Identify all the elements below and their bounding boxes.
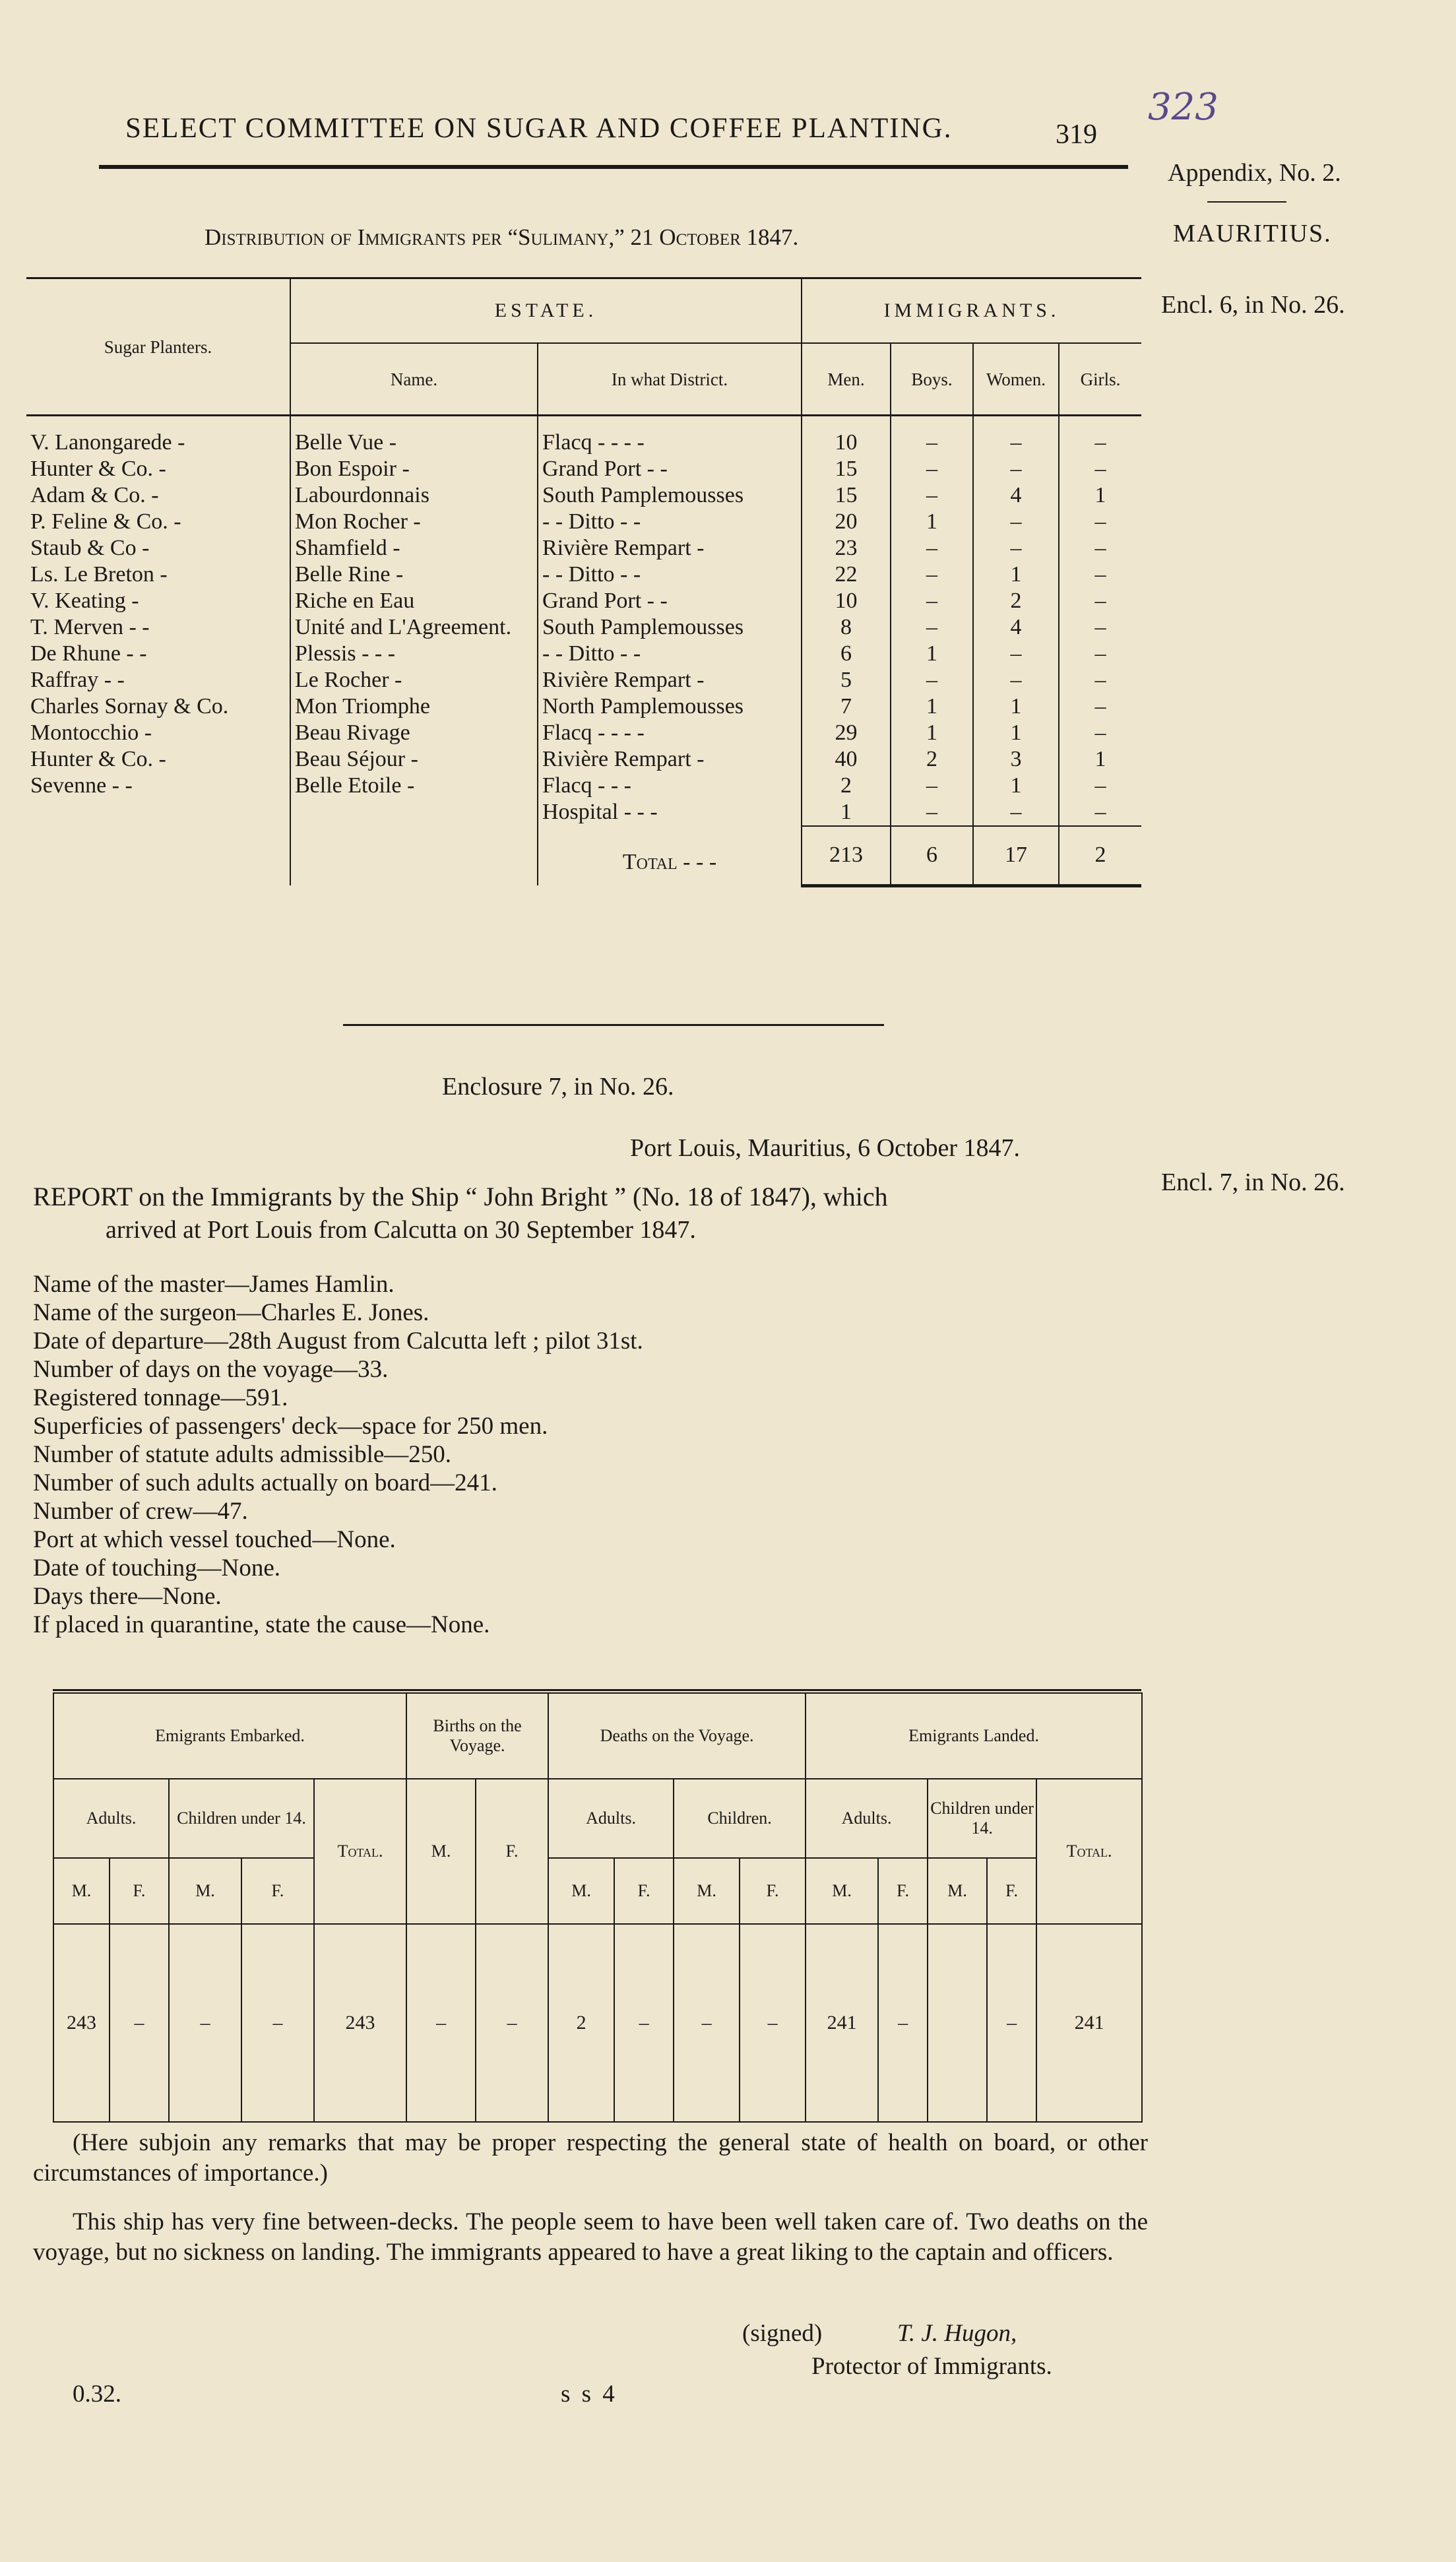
- page-number: 319: [1056, 119, 1097, 150]
- death-child-f: –: [740, 1924, 806, 2122]
- h-death-am: M.: [548, 1858, 614, 1924]
- h-births: Births on the Voyage.: [406, 1693, 548, 1779]
- total-label: Total - - -: [538, 826, 802, 885]
- district-cell: Grand Port - -: [538, 456, 802, 482]
- planter-cell: Sevenne - -: [26, 773, 290, 799]
- estate-name-cell: Mon Triomphe: [290, 693, 538, 720]
- boys-cell: –: [891, 416, 973, 457]
- girls-cell: –: [1094, 721, 1106, 745]
- women-cell: –: [973, 509, 1059, 535]
- margin-encl7: Encl. 7, in No. 26.: [1161, 1169, 1345, 1196]
- women-cell: –: [973, 641, 1059, 667]
- men-cell: 8: [802, 614, 891, 641]
- land-adult-f: –: [878, 1924, 928, 2122]
- h-emb-am: M.: [53, 1858, 110, 1924]
- col-women: Women.: [973, 343, 1059, 415]
- land-total: 241: [1036, 1924, 1142, 2122]
- total-women: 17: [973, 826, 1059, 885]
- margin-encl6: Encl. 6, in No. 26.: [1161, 291, 1345, 319]
- girls-cell: –: [1094, 615, 1106, 639]
- women-cell: –: [973, 667, 1059, 693]
- women-cell: 1: [973, 720, 1059, 746]
- men-cell: 5: [802, 667, 891, 693]
- remarks-text: This ship has very fine between-decks. The people seem to have been well taken care of. Two deaths on the voyage, but no sickness on landing. The immigrants appeared to have a great liking to the captain and officers.: [33, 2208, 1148, 2266]
- h-emb-cf: F.: [241, 1858, 314, 1924]
- col-name: Name.: [290, 343, 538, 415]
- distribution-row: [26, 667, 1141, 693]
- h-death-adults: Adults.: [548, 1779, 674, 1858]
- report-line: Registered tonnage—591.: [33, 1384, 288, 1411]
- h-emb-total: Total.: [314, 1779, 406, 1924]
- report-line: Superficies of passengers' deck—space for 250 men.: [33, 1413, 548, 1440]
- death-adult-m: 2: [548, 1924, 614, 2122]
- h-death-cf: F.: [740, 1858, 806, 1924]
- girls-cell: –: [1094, 800, 1106, 824]
- total-blank: [290, 826, 538, 885]
- women-cell: –: [973, 456, 1059, 482]
- h-land-adults: Adults.: [806, 1779, 928, 1858]
- h-emb-adults: Adults.: [53, 1779, 169, 1858]
- planter-cell: P. Feline & Co. -: [26, 509, 290, 535]
- boys-cell: 1: [891, 641, 973, 667]
- h-land-af: F.: [878, 1858, 928, 1924]
- report-line: Number of such adults actually on board—241.: [33, 1469, 497, 1496]
- men-cell: 40: [802, 746, 891, 773]
- district-cell: - - Ditto - -: [538, 641, 802, 667]
- planter-cell: [26, 799, 290, 826]
- district-cell: Hospital - - -: [538, 799, 802, 826]
- men-cell: 15: [802, 456, 891, 482]
- men-cell: 7: [802, 693, 891, 720]
- h-embarked: Emigrants Embarked.: [53, 1693, 406, 1779]
- women-cell: 1: [973, 773, 1059, 799]
- emb-total: 243: [314, 1924, 406, 2122]
- distribution-row: [26, 588, 1141, 614]
- report-title-line2: arrived at Port Louis from Calcutta on 30 September 1847.: [106, 1216, 696, 1244]
- estate-name-cell: Bon Espoir -: [290, 456, 538, 482]
- col-immigrants: IMMIGRANTS.: [802, 278, 1141, 344]
- district-cell: - - Ditto - -: [538, 561, 802, 588]
- girls-cell: –: [1094, 668, 1106, 692]
- h-emb-cm: M.: [169, 1858, 241, 1924]
- distribution-row: [26, 561, 1141, 588]
- distribution-table: [26, 277, 1141, 887]
- h-death-cm: M.: [674, 1858, 740, 1924]
- estate-name-cell: Belle Rine -: [290, 561, 538, 588]
- report-line: Name of the surgeon—Charles E. Jones.: [33, 1299, 429, 1326]
- land-adult-m: 241: [806, 1924, 878, 2122]
- total-blank: [26, 826, 290, 885]
- emb-child-m: –: [169, 1924, 241, 2122]
- h-land-am: M.: [806, 1858, 878, 1924]
- men-cell: 23: [802, 535, 891, 561]
- planter-cell: Ls. Le Breton -: [26, 561, 290, 588]
- total-men: 213: [802, 826, 891, 885]
- distribution-caption: Distribution of Immigrants per “Sulimany,” 21 October 1847.: [205, 224, 799, 250]
- girls-cell: –: [1094, 589, 1106, 613]
- estate-name-cell: Beau Rivage: [290, 720, 538, 746]
- planter-cell: Adam & Co. -: [26, 482, 290, 509]
- men-cell: 10: [802, 416, 891, 457]
- enclosure-heading: Enclosure 7, in No. 26.: [442, 1073, 674, 1101]
- men-cell: 2: [802, 773, 891, 799]
- h-land-cf: F.: [987, 1858, 1036, 1924]
- planter-cell: Montocchio -: [26, 720, 290, 746]
- women-cell: –: [973, 799, 1059, 826]
- distribution-row: [26, 746, 1141, 773]
- men-cell: 1: [802, 799, 891, 826]
- distribution-row: [26, 799, 1141, 826]
- col-sugar-planters: Sugar Planters.: [26, 278, 290, 416]
- boys-cell: –: [891, 667, 973, 693]
- girls-cell: 1: [1094, 747, 1106, 771]
- boys-cell: 2: [891, 746, 973, 773]
- estate-name-cell: Belle Etoile -: [290, 773, 538, 799]
- girls-cell: –: [1094, 536, 1106, 560]
- distribution-row: [26, 641, 1141, 667]
- district-cell: Rivière Rempart -: [538, 746, 802, 773]
- h-death-children: Children.: [674, 1779, 806, 1858]
- estate-name-cell: Belle Vue -: [290, 416, 538, 457]
- boys-cell: 1: [891, 693, 973, 720]
- header-rule: [99, 165, 1128, 169]
- district-cell: North Pamplemousses: [538, 693, 802, 720]
- distribution-row: [26, 535, 1141, 561]
- district-cell: - - Ditto - -: [538, 509, 802, 535]
- remarks-instruction: (Here subjoin any remarks that may be proper respecting the general state of health on board, or other circumstances of importance.): [33, 2129, 1148, 2187]
- girls-cell: –: [1094, 641, 1106, 666]
- report-line: Date of touching—None.: [33, 1554, 281, 1582]
- footer-signature-mark: s s 4: [561, 2381, 617, 2408]
- men-cell: 10: [802, 588, 891, 614]
- district-cell: Rivière Rempart -: [538, 535, 802, 561]
- planter-cell: V. Lanongarede -: [26, 416, 290, 457]
- section-divider: [343, 1024, 884, 1026]
- signed-label: (signed): [742, 2320, 823, 2347]
- h-land-total: Total.: [1036, 1779, 1142, 1924]
- distribution-row: [26, 509, 1141, 535]
- girls-cell: –: [1094, 773, 1106, 798]
- planter-cell: Charles Sornay & Co.: [26, 693, 290, 720]
- planter-cell: V. Keating -: [26, 588, 290, 614]
- boys-cell: –: [891, 588, 973, 614]
- report-line: Date of departure—28th August from Calcutta left ; pilot 31st.: [33, 1328, 643, 1355]
- col-men: Men.: [802, 343, 891, 415]
- report-line: Days there—None.: [33, 1583, 222, 1610]
- emb-adult-f: –: [110, 1924, 169, 2122]
- women-cell: 3: [973, 746, 1059, 773]
- girls-cell: –: [1094, 457, 1106, 481]
- women-cell: 4: [973, 614, 1059, 641]
- birth-f: –: [476, 1924, 548, 2122]
- margin-rule: [1207, 201, 1286, 203]
- report-line: If placed in quarantine, state the cause—None.: [33, 1611, 490, 1638]
- estate-name-cell: Labourdonnais: [290, 482, 538, 509]
- distribution-row: [26, 773, 1141, 799]
- report-line: Name of the master—James Hamlin.: [33, 1271, 395, 1298]
- men-cell: 22: [802, 561, 891, 588]
- h-emb-children: Children under 14.: [169, 1779, 314, 1858]
- distribution-total-row: [26, 826, 1141, 885]
- death-adult-f: –: [614, 1924, 674, 2122]
- estate-name-cell: Unité and L'Agreement.: [290, 614, 538, 641]
- col-district: In what District.: [538, 343, 802, 415]
- women-cell: 1: [973, 561, 1059, 588]
- col-estate: ESTATE.: [290, 278, 802, 344]
- col-boys: Boys.: [891, 343, 973, 415]
- girls-cell: –: [1094, 430, 1106, 455]
- planter-cell: Raffray - -: [26, 667, 290, 693]
- total-boys: 6: [891, 826, 973, 885]
- boys-cell: –: [891, 561, 973, 588]
- estate-name-cell: Le Rocher -: [290, 667, 538, 693]
- estate-name-cell: Beau Séjour -: [290, 746, 538, 773]
- distribution-row: [26, 614, 1141, 641]
- col-girls: Girls.: [1080, 369, 1121, 389]
- margin-colony: MAURITIUS.: [1173, 220, 1332, 247]
- h-emb-af: F.: [110, 1858, 169, 1924]
- report-line: Port at which vessel touched—None.: [33, 1526, 396, 1553]
- h-deaths: Deaths on the Voyage.: [548, 1693, 806, 1779]
- women-cell: –: [973, 416, 1059, 457]
- land-child-f: –: [987, 1924, 1036, 2122]
- boys-cell: –: [891, 456, 973, 482]
- distribution-row: [26, 720, 1141, 746]
- distribution-row: [26, 456, 1141, 482]
- planter-cell: Hunter & Co. -: [26, 746, 290, 773]
- signatory-name: T. J. Hugon,: [897, 2320, 1017, 2347]
- signatory-title: Protector of Immigrants.: [811, 2353, 1052, 2380]
- men-cell: 15: [802, 482, 891, 509]
- h-land-children: Children under 14.: [928, 1779, 1036, 1858]
- distribution-row: [26, 482, 1141, 509]
- margin-appendix: Appendix, No. 2.: [1168, 159, 1341, 187]
- girls-cell: –: [1094, 509, 1106, 534]
- report-dateline: Port Louis, Mauritius, 6 October 1847.: [630, 1134, 1021, 1162]
- girls-cell: –: [1094, 562, 1106, 587]
- women-cell: 2: [973, 588, 1059, 614]
- district-cell: South Pamplemousses: [538, 482, 802, 509]
- planter-cell: De Rhune - -: [26, 641, 290, 667]
- boys-cell: 1: [891, 720, 973, 746]
- women-cell: 1: [973, 693, 1059, 720]
- boys-cell: 1: [891, 509, 973, 535]
- h-birth-m: M.: [406, 1779, 476, 1924]
- boys-cell: –: [891, 482, 973, 509]
- emb-child-f: –: [241, 1924, 314, 2122]
- girls-cell: 1: [1094, 483, 1106, 507]
- distribution-row: [26, 693, 1141, 720]
- women-cell: –: [973, 535, 1059, 561]
- total-girls: 2: [1059, 826, 1141, 885]
- estate-name-cell: Riche en Eau: [290, 588, 538, 614]
- distribution-row: [26, 416, 1141, 457]
- estate-name-cell: Plessis - - -: [290, 641, 538, 667]
- planter-cell: Hunter & Co. -: [26, 456, 290, 482]
- emb-adult-m: 243: [53, 1924, 110, 2122]
- district-cell: South Pamplemousses: [538, 614, 802, 641]
- estate-name-cell: Mon Rocher -: [290, 509, 538, 535]
- planter-cell: T. Merven - -: [26, 614, 290, 641]
- boys-cell: –: [891, 799, 973, 826]
- men-cell: 29: [802, 720, 891, 746]
- district-cell: Rivière Rempart -: [538, 667, 802, 693]
- planter-cell: Staub & Co -: [26, 535, 290, 561]
- report-title-line1: REPORT on the Immigrants by the Ship “ John Bright ” (No. 18 of 1847), which: [33, 1182, 888, 1211]
- district-cell: Flacq - - -: [538, 773, 802, 799]
- handwritten-page-number: 323: [1148, 86, 1219, 129]
- district-cell: Flacq - - - -: [538, 416, 802, 457]
- h-death-af: F.: [614, 1858, 674, 1924]
- estate-name-cell: [290, 799, 538, 826]
- boys-cell: –: [891, 614, 973, 641]
- men-cell: 6: [802, 641, 891, 667]
- page-header-title: SELECT COMMITTEE ON SUGAR AND COFFEE PLANTING.: [125, 113, 953, 144]
- women-cell: 4: [973, 482, 1059, 509]
- h-landed: Emigrants Landed.: [806, 1693, 1142, 1779]
- report-line: Number of statute adults admissible—250.: [33, 1441, 452, 1468]
- estate-name-cell: Shamfield -: [290, 535, 538, 561]
- h-birth-f: F.: [476, 1779, 548, 1924]
- h-land-cm: M.: [928, 1858, 987, 1924]
- men-cell: 20: [802, 509, 891, 535]
- district-cell: Grand Port - -: [538, 588, 802, 614]
- voyage-table: [53, 1692, 1143, 2123]
- girls-cell: –: [1094, 694, 1106, 719]
- boys-cell: –: [891, 773, 973, 799]
- land-child-m: [928, 1924, 987, 2122]
- district-cell: Flacq - - - -: [538, 720, 802, 746]
- birth-m: –: [406, 1924, 476, 2122]
- voyage-table-rule: [53, 1689, 1141, 1691]
- report-line: Number of crew—47.: [33, 1498, 248, 1525]
- death-child-m: –: [674, 1924, 740, 2122]
- report-line: Number of days on the voyage—33.: [33, 1356, 389, 1383]
- report-details: [33, 1270, 1089, 1639]
- footer-left: 0.32.: [73, 2381, 121, 2408]
- boys-cell: –: [891, 535, 973, 561]
